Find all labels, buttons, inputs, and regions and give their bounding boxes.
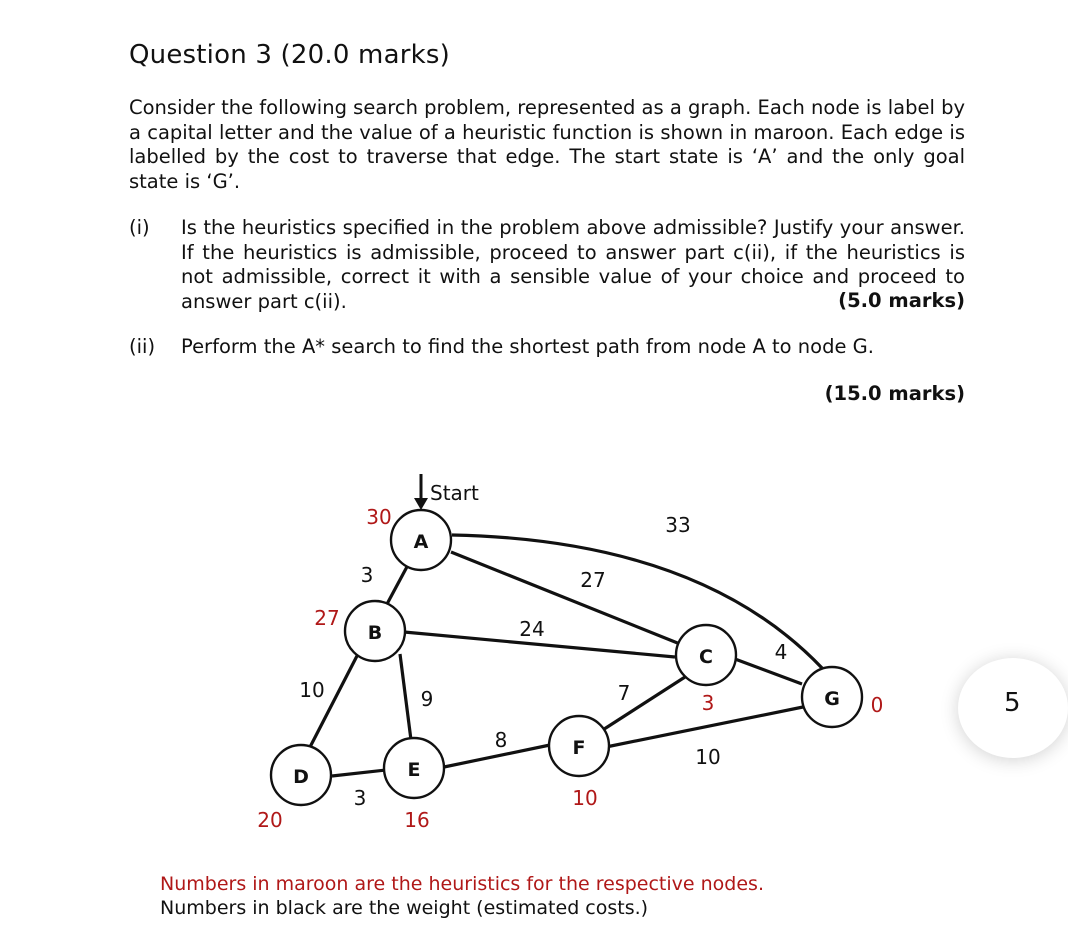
heuristic-B: 27: [314, 606, 340, 630]
part-i-text: Is the heuristics specified in the problem above admissible? Justify your answer. If the heuristics is admissible, proceed to answer part c(ii), if the heuristics is not admissible, correct it with a sensible value of your choice and proceed to answer part c(ii).: [181, 216, 965, 313]
cost-D-E: 3: [353, 786, 367, 810]
cost-A-C: 27: [580, 568, 606, 592]
part-ii-number: (ii): [129, 335, 156, 358]
node-D-label: D: [293, 766, 309, 788]
node-A-label: A: [413, 531, 429, 553]
part-ii-text: Perform the A* search to find the shortest path from node A to node G.: [181, 335, 874, 358]
node-G-label: G: [824, 688, 840, 710]
cost-C-F: 7: [617, 681, 631, 705]
question-intro: Consider the following search problem, represented as a graph. Each node is label by a capital letter and the value of a heuristic function is shown in maroon. Each edge is labelled by the cost to traverse that edge. The start state is ‘A’ and the only goal state is ‘G’.: [129, 96, 965, 193]
start-label: Start: [430, 481, 479, 505]
edge-C-G: [735, 659, 802, 684]
legend-weights: Numbers in black are the weight (estimated costs.): [160, 897, 649, 919]
node-E-label: E: [407, 759, 421, 781]
edge-A-B: [387, 563, 409, 604]
cost-E-F: 8: [494, 728, 508, 752]
cost-A-B: 3: [360, 563, 374, 587]
edge-C-F: [598, 677, 685, 733]
heuristic-A: 30: [366, 505, 392, 529]
cost-F-G: 10: [695, 745, 721, 769]
legend-heuristics: Numbers in maroon are the heuristics for the respective nodes.: [160, 873, 764, 895]
part-ii-marks: (15.0 marks): [824, 382, 965, 405]
heuristic-C: 3: [701, 691, 715, 715]
heuristic-D: 20: [257, 808, 283, 832]
cost-C-G: 4: [774, 640, 788, 664]
cost-A-G: 33: [665, 513, 691, 537]
floating-button-glyph: 5: [1004, 688, 1021, 718]
edge-D-E: [332, 770, 386, 776]
floating-assistant-button[interactable]: [958, 658, 1068, 758]
edge-A-G: [452, 535, 822, 668]
heuristic-F: 10: [572, 786, 598, 810]
cost-B-C: 24: [519, 617, 545, 641]
graph-legend: [160, 872, 764, 920]
edge-A-C: [451, 552, 680, 644]
node-B-label: B: [367, 622, 383, 644]
part-i-marks: (5.0 marks): [838, 289, 965, 312]
question-title: Question 3 (20.0 marks): [129, 40, 450, 70]
heuristic-G: 0: [870, 693, 884, 717]
node-C-label: C: [699, 646, 713, 668]
cost-B-E: 9: [420, 687, 434, 711]
part-i-number: (i): [129, 216, 150, 239]
edge-B-E: [400, 654, 411, 740]
cost-B-D: 10: [299, 678, 325, 702]
start-arrow-icon: [414, 474, 428, 510]
heuristic-E: 16: [404, 808, 430, 832]
node-F-label: F: [572, 737, 586, 759]
